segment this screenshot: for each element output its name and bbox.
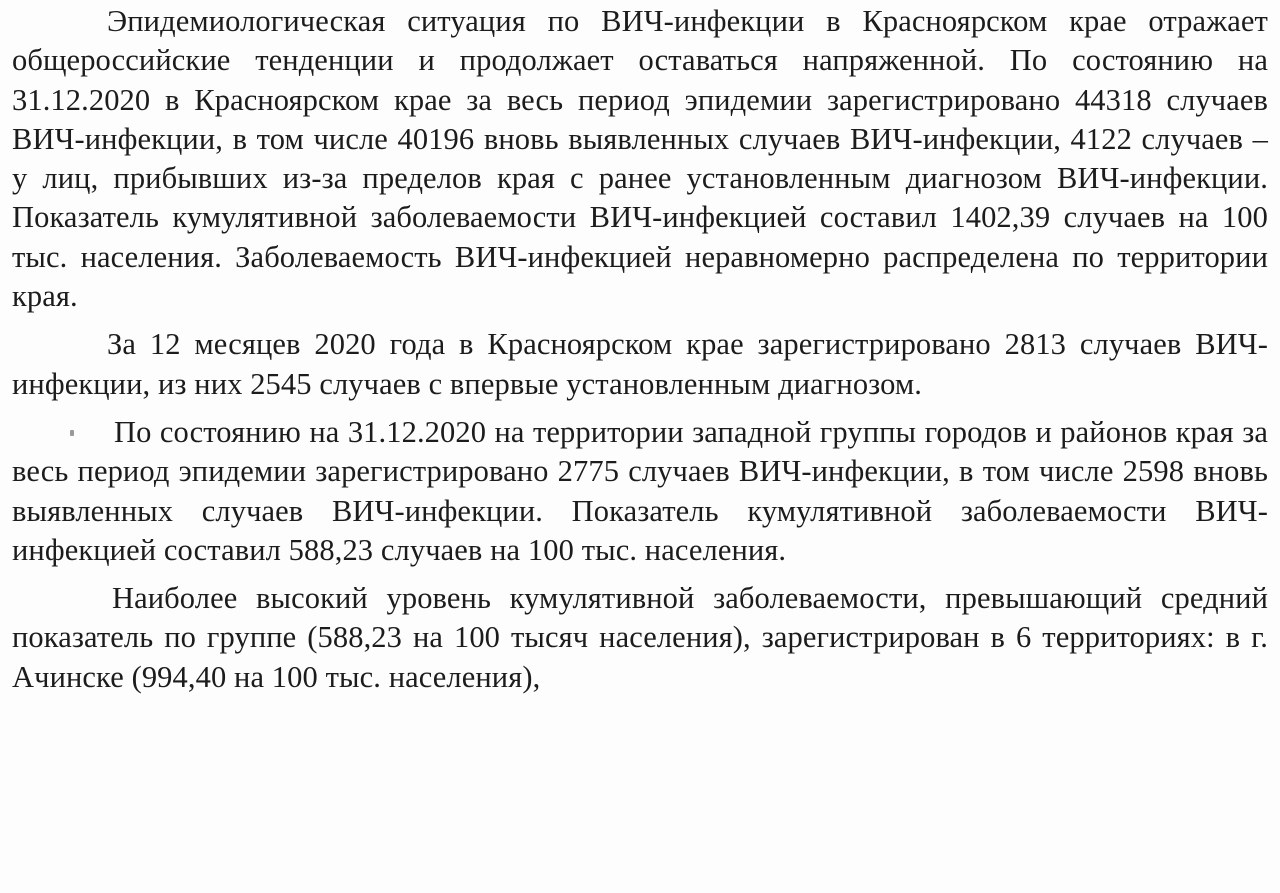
paragraph-gap (12, 570, 1268, 579)
paragraph-western-group: По состоянию на 31.12.2020 на территории западной группы городов и районов края за весь период эпидемии зарегистрировано 2775 случаев ВИЧ-инфекции, в том числе 2598 вновь выявленных случаев ВИЧ-инфекции. Показатель кумулятивной заболеваемости ВИЧ-инфекцией составил 588,23 случаев на 100 тыс. населения. (12, 414, 1268, 567)
paragraph-gap (12, 316, 1268, 325)
paragraph-2020-cases: За 12 месяцев 2020 года в Красноярском крае зарегистрировано 2813 случаев ВИЧ-инфекции, из них 2545 случаев с впервые установленным диагнозом. (12, 327, 1268, 401)
paragraph-highest-level: Наиболее высокий уровень кумулятивной заболеваемости, превышающий средний показатель по группе (588,23 на 100 тысяч населения), зарегистрирован в 6 территориях: в г. Ачинске (994,40 на 100 тыс. населения), (12, 581, 1268, 694)
document-body (12, 2, 1268, 697)
paragraph-gap (12, 404, 1268, 413)
paragraph-epidemic-situation: Эпидемиологическая ситуация по ВИЧ-инфекции в Красноярском крае отражает общероссийские тенденции и продолжает оставаться напряженной. По состоянию на 31.12.2020 в Красноярском крае за весь период эпидемии зарегистрировано 44318 случаев ВИЧ-инфекции, в том числе 40196 вновь выявленных случаев ВИЧ-инфекции, 4122 случаев – у лиц, прибывших из-за пределов края с ранее установленным диагнозом ВИЧ-инфекции. Показатель кумулятивной заболеваемости ВИЧ-инфекцией составил 1402,39 случаев на 100 тыс. населения. Заболеваемость ВИЧ-инфекцией неравномерно распределена по территории края. (12, 4, 1268, 314)
